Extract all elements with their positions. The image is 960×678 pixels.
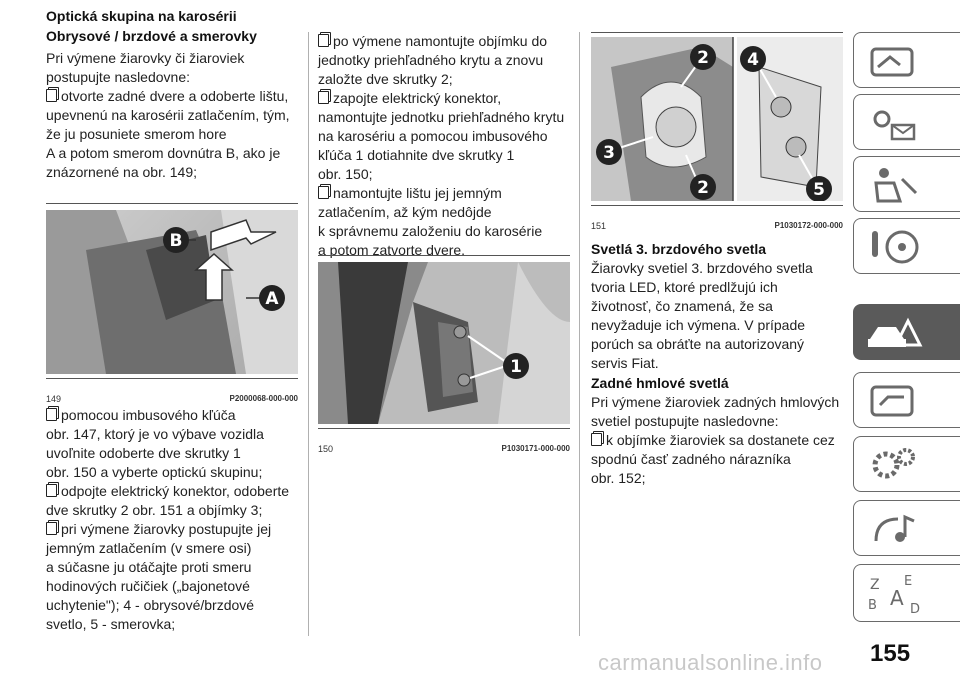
chapter-tab-lights[interactable] — [853, 94, 960, 150]
chapter-tab-dashboard[interactable] — [853, 32, 960, 88]
figure-149 — [46, 203, 298, 404]
figure-151-image — [591, 37, 843, 201]
svg-text:Z: Z — [870, 577, 880, 593]
chapter-tab-multimedia[interactable] — [853, 500, 960, 556]
label-b: B — [169, 231, 183, 251]
section-heading: Zadné hmlové svetlá — [591, 375, 729, 391]
subsection-heading: Obrysové / brzdové a smerovky — [46, 28, 257, 44]
fog-intro: Pri výmene žiaroviek zadných hmlových svetiel postupujte nasledovne: — [591, 394, 840, 429]
figure-number: 151 — [591, 221, 607, 231]
figure-number: 150 — [318, 444, 334, 454]
figure-code: P1030171-000-000 — [501, 444, 570, 453]
column-divider — [579, 32, 580, 636]
label-1: 1 — [510, 357, 522, 377]
figure-150-image — [318, 262, 570, 424]
car-dashboard-icon — [864, 37, 924, 85]
intro-paragraph: Pri výmene žiarovky či žiaroviek postupujte nasledovne: — [46, 50, 245, 85]
step-6: zapojte elektrický konektor, namontujte jednotku priehľadného krytu na karosériu a pomocou imbusového kľúča 1 dotiahnite dve skrutky 1 obr. 150; — [318, 89, 570, 184]
svg-text:B: B — [868, 598, 877, 613]
step-7: namontujte lištu jej jemným zatlačením, až kým nedôjde k správnemu založeniu do karosérie a potom zatvorte dvere. — [318, 184, 570, 260]
figure-150 — [318, 255, 570, 454]
svg-text:A: A — [890, 586, 904, 610]
label-2-top: 2 — [697, 48, 709, 68]
section-heading: Optická skupina na karosérii — [46, 8, 237, 24]
step-3: odpojte elektrický konektor, odoberte dve skrutky 2 obr. 151 a objímky 3; — [46, 482, 298, 520]
section-heading: Svetlá 3. brzdového svetla — [591, 241, 767, 257]
figure-code: P1030172-000-000 — [774, 221, 843, 230]
airbag-seat-icon — [864, 161, 924, 209]
step-1: otvorte zadné dvere a odoberte lištu, upevnenú na karosérii zatlačením, tým, že ju posuniete smerom hore A a potom smerom dovnútra B, ako je znázornené na obr. 149; — [46, 87, 298, 182]
figure-number: 149 — [46, 394, 62, 404]
step-5: po výmene namontujte objímku do jednotky priehľadného krytu a znovu založte dve skrutky 2; — [318, 32, 570, 89]
chapter-tab-emergency[interactable] — [853, 304, 960, 360]
column-divider — [308, 32, 309, 636]
chapter-tab-driving[interactable] — [853, 218, 960, 274]
fog-step: k objímke žiaroviek sa dostanete cez spodnú časť zadného nárazníka obr. 152; — [591, 431, 843, 488]
label-4: 4 — [747, 50, 759, 70]
gears-icon — [864, 441, 924, 489]
breakdown-car-icon — [864, 309, 924, 357]
car-service-icon — [864, 377, 924, 425]
watermark: carmanualsonline.info — [598, 650, 823, 675]
label-5: 5 — [813, 180, 825, 200]
figure-code: P2000068-000-000 — [229, 394, 298, 403]
label-a: A — [265, 289, 279, 309]
step-4: pri výmene žiarovky postupujte jej jemným zatlačením (v smere osi) a súčasne ju otáčajte proti smeru hodinových ručičiek („bajonetové uchytenie"); 4 - obrysové/brzdové svetlo, 5 - smerovka; — [46, 520, 298, 634]
label-2-bottom: 2 — [697, 178, 709, 198]
chapter-tab-technical[interactable] — [853, 436, 960, 492]
page-number: 155 — [870, 640, 911, 667]
index-letters-icon — [864, 569, 924, 617]
chapter-tab-index[interactable] — [853, 564, 960, 622]
label-3: 3 — [603, 143, 615, 163]
chapter-tab-safety[interactable] — [853, 156, 960, 212]
multimedia-icon — [864, 505, 924, 553]
svg-text:D: D — [910, 602, 921, 617]
brake-light-paragraph: Žiarovky svetiel 3. brzdového svetla tvoria LED, ktoré predlžujú ich životnosť, čo znamená, že sa nevyžaduje ich výmena. V prípade porúch sa obráťte na autorizovaný servis Fiat. — [591, 260, 813, 371]
svg-text:E: E — [904, 574, 913, 589]
lights-warning-icon — [864, 99, 924, 147]
step-2: pomocou imbusového kľúča obr. 147, ktorý je vo výbave vozidla uvoľnite odoberte dve skrutky 1 obr. 150 a vyberte optickú skupinu; — [46, 406, 298, 482]
chapter-tab-maintenance[interactable] — [853, 372, 960, 428]
figure-151 — [591, 32, 843, 231]
figure-149-image — [46, 210, 298, 374]
key-steering-icon — [864, 223, 924, 271]
